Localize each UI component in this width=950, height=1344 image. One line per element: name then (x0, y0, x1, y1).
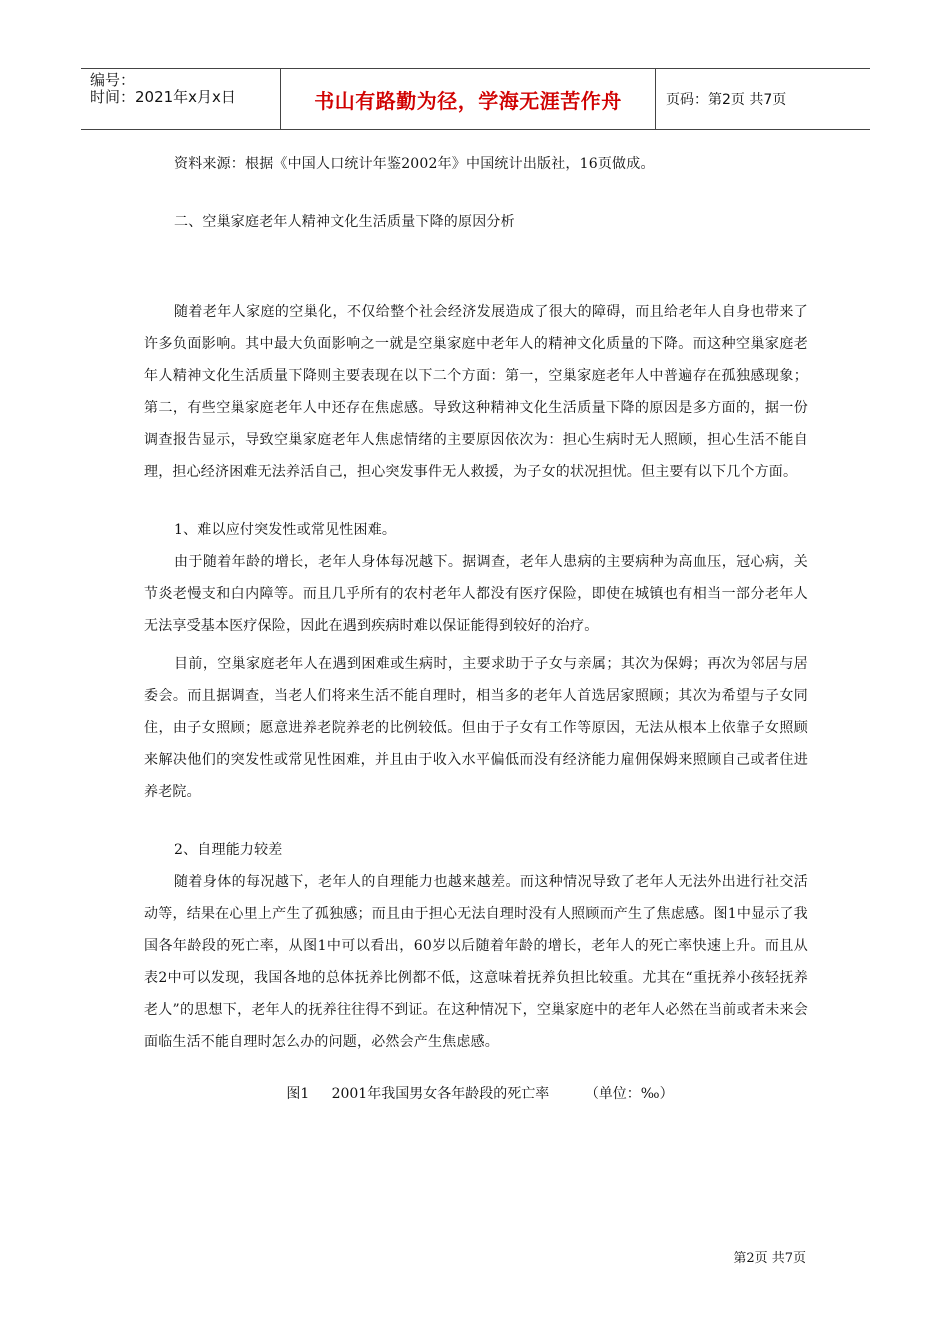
figure-label: 图1 (286, 1086, 310, 1102)
header-meta (81, 69, 280, 129)
point-2-heading: 2、自理能力较差 (174, 842, 283, 858)
figure-title: 2001年我国男女各年龄段的死亡率 (331, 1086, 550, 1102)
section-heading: 二、空巢家庭老年人精神文化生活质量下降的原因分析 (174, 214, 515, 230)
figure-caption (144, 1078, 808, 1110)
figure-unit: （单位：‰） (584, 1086, 674, 1102)
document-header (81, 68, 870, 130)
point-1-paragraph-2: 目前，空巢家庭老年人在遇到困难或生病时，主要求助于子女与亲属；其次为保姆；再次为邻居与居委会。而且据调查，当老人们将来生活不能自理时，相当多的老年人首选居家照顾；其次为希望与子女同住，由子女照顾；愿意进养老院养老的比例较低。但由于子女有工作等原因，无法从根本上依靠子女照顾来解决他们的突发性或常见性困难，并且由于收入水平偏低而没有经济能力雇佣保姆来照顾自己或者住进养老院。 (144, 656, 808, 800)
source-note: 资料来源：根据《中国人口统计年鉴2002年》中国统计出版社，16页做成。 (174, 156, 655, 172)
doc-number-label: 编号： (90, 71, 136, 89)
document-body (144, 148, 808, 1110)
header-motto: 书山有路勤为径，学海无涯苦作舟 (280, 69, 656, 129)
header-page-number: 页码：第2页 共7页 (666, 92, 787, 108)
point-1-heading: 1、难以应付突发性或常见性困难。 (174, 522, 397, 538)
intro-paragraph: 随着老年人家庭的空巢化，不仅给整个社会经济发展造成了很大的障碍，而且给老年人自身也带来了许多负面影响。其中最大负面影响之一就是空巢家庭中老年人的精神文化质量的下降。而这种空巢家庭老年人精神文化生活质量下降则主要表现在以下二个方面：第一，空巢家庭老年人中普遍存在孤独感现象；第二，有些空巢家庭老年人中还存在焦虑感。导致这种精神文化生活质量下降的原因是多方面的，据一份调查报告显示，导致空巢家庭老年人焦虑情绪的主要原因依次为：担心生病时无人照顾，担心生活不能自理，担心经济困难无法养活自己，担心突发事件无人救援，为子女的状况担忧。但主要有以下几个方面。 (144, 304, 808, 480)
point-2-paragraph: 随着身体的每况越下，老年人的自理能力也越来越差。而这种情况导致了老年人无法外出进行社交活动等，结果在心里上产生了孤独感；而且由于担心无法自理时没有人照顾而产生了焦虑感。图1中显示了我国各年龄段的死亡率，从图1中可以看出，60岁以后随着年龄的增长，老年人的死亡率快速上升。而且从表2中可以发现，我国各地的总体抚养比例都不低，这意味着抚养负担比较重。尤其在“重抚养小孩轻抚养老人”的思想下，老年人的抚养往往得不到证。在这种情况下，空巢家庭中的老年人必然在当前或者未来会面临生活不能自理时怎么办的问题，必然会产生焦虑感。 (144, 874, 808, 1050)
doc-date: 时间：2021年x月x日 (90, 88, 236, 106)
point-1-paragraph-1: 由于随着年龄的增长，老年人身体每况越下。据调查，老年人患病的主要病种为高血压，冠心病，关节炎老慢支和白内障等。而且几乎所有的农村老年人都没有医疗保险，即使在城镇也有相当一部分老年人无法享受基本医疗保险，因此在遇到疾病时难以保证能得到较好的治疗。 (144, 554, 808, 634)
page-footer: 第2页 共7页 (733, 1251, 806, 1266)
